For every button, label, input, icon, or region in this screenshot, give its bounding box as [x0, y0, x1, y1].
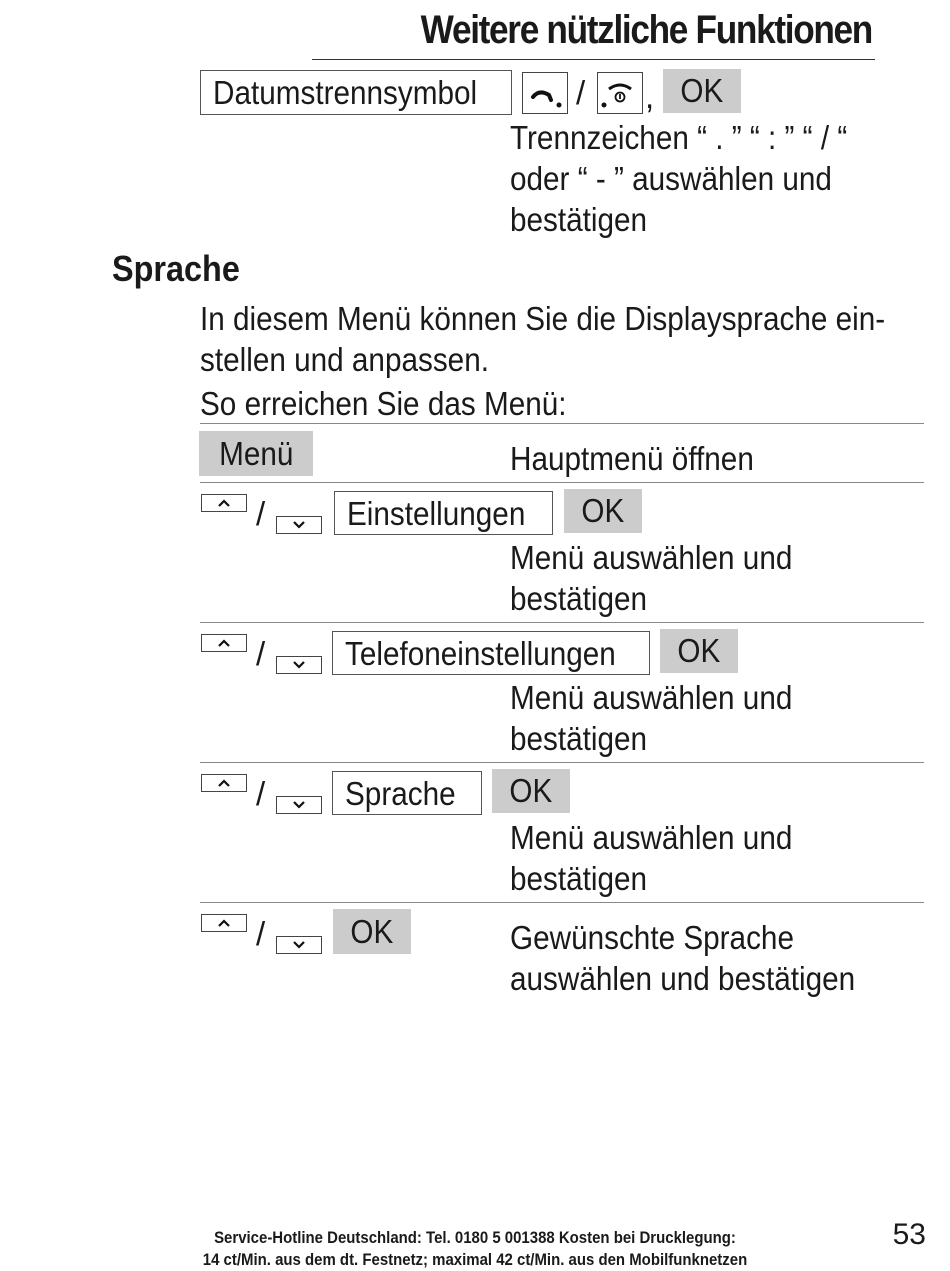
description-line: auswählen und bestätigen — [510, 960, 856, 997]
description-line: bestätigen — [510, 580, 648, 617]
ok-softkey[interactable] — [663, 69, 741, 113]
key-comma: , — [645, 78, 655, 115]
nav-separator: / — [256, 775, 266, 812]
up-arrow-key-icon[interactable] — [201, 914, 247, 932]
menu-softkey[interactable] — [199, 431, 313, 476]
step-description — [510, 537, 792, 619]
menu-item-label: Datumstrennsymbol — [213, 74, 478, 111]
nav-separator: / — [256, 495, 266, 532]
page-number: 53 — [892, 1218, 926, 1251]
down-arrow-key-icon[interactable] — [276, 516, 322, 534]
ok-label: OK — [509, 772, 553, 809]
section-intro — [200, 298, 885, 380]
section-title: Sprache — [112, 248, 240, 289]
menu-item-label: Einstellungen — [347, 494, 526, 532]
description-line: oder “ - ” auswählen und — [510, 160, 832, 197]
step-description — [510, 917, 855, 999]
down-arrow-key-icon[interactable] — [276, 656, 322, 674]
footer-hotline — [189, 1227, 761, 1271]
ok-label: OK — [581, 492, 625, 529]
step-description — [510, 677, 792, 759]
page-title: Weitere nützliche Funktionen — [420, 8, 872, 52]
key-separator: / — [576, 74, 586, 111]
menu-item-label: Sprache — [345, 774, 456, 812]
menu-item-sprache[interactable] — [332, 771, 482, 815]
date-separator-description — [510, 117, 847, 240]
menu-item-label: Telefoneinstellungen — [345, 634, 616, 672]
divider — [200, 902, 924, 903]
description-line: Menü auswählen und — [510, 539, 793, 576]
howto-text: So erreichen Sie das Menü: — [200, 385, 567, 422]
intro-line: stellen und anpassen. — [200, 341, 489, 378]
ok-label: OK — [680, 72, 724, 109]
description-line: bestätigen — [510, 860, 648, 897]
menu-item-datumstrennsymbol[interactable] — [200, 70, 512, 115]
call-key-icon[interactable] — [522, 72, 568, 114]
down-arrow-key-icon[interactable] — [276, 936, 322, 954]
menu-item-einstellungen[interactable] — [334, 491, 553, 535]
ok-label: OK — [677, 632, 721, 669]
nav-separator: / — [256, 635, 266, 672]
divider — [200, 762, 924, 763]
footer-line: Service-Hotline Deutschland: Tel. 0180 5 001388 Kosten bei Drucklegung: — [214, 1228, 736, 1247]
footer-line: 14 ct/Min. aus dem dt. Festnetz; maximal 42 ct/Min. aus den Mobilfunknetzen — [202, 1250, 748, 1269]
menu-item-telefoneinstellungen[interactable] — [332, 631, 650, 675]
header-rule — [312, 59, 875, 60]
divider — [200, 622, 924, 623]
description-line: Gewünschte Sprache — [510, 919, 794, 956]
description-line: bestätigen — [510, 201, 648, 238]
up-arrow-key-icon[interactable] — [201, 634, 247, 652]
ok-softkey[interactable] — [333, 909, 411, 954]
divider — [200, 482, 924, 483]
intro-line: In diesem Menü können Sie die Displaysprache ein- — [200, 300, 886, 337]
up-arrow-key-icon[interactable] — [201, 494, 247, 512]
menu-softkey-label: Menü — [218, 434, 294, 472]
description-line: Menü auswählen und — [510, 819, 793, 856]
description-line: Trennzeichen “ . ” “ : ” “ / “ — [510, 119, 848, 156]
down-arrow-key-icon[interactable] — [276, 796, 322, 814]
up-arrow-key-icon[interactable] — [201, 774, 247, 792]
description-line: Menü auswählen und — [510, 679, 793, 716]
ok-softkey[interactable] — [660, 629, 738, 673]
step-description — [510, 817, 792, 899]
description-line: bestätigen — [510, 720, 648, 757]
ok-softkey[interactable] — [564, 489, 642, 533]
ok-softkey[interactable] — [492, 769, 570, 813]
end-call-key-icon[interactable] — [597, 72, 643, 114]
nav-separator: / — [256, 915, 266, 952]
ok-label: OK — [350, 912, 394, 950]
step-description: Hauptmenü öffnen — [510, 440, 754, 477]
divider — [200, 423, 924, 424]
